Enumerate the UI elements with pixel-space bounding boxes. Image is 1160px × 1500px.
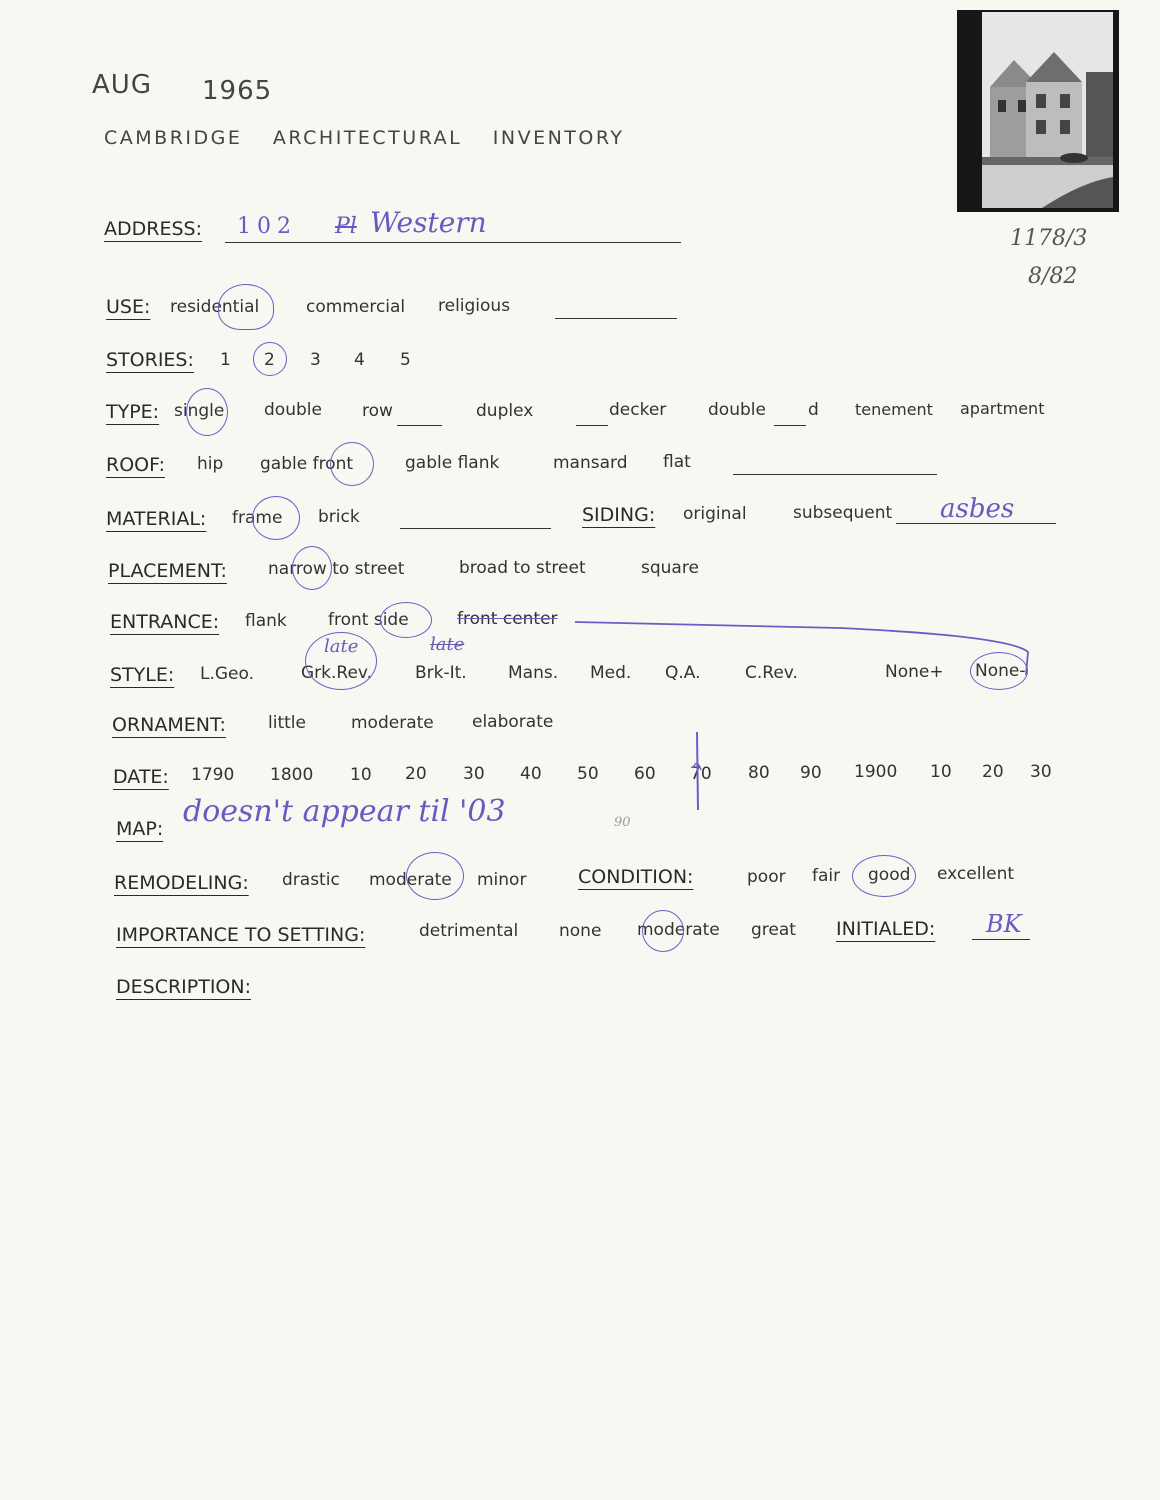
- condition-option-excellent: excellent: [937, 864, 1015, 884]
- style-option-mans: Mans.: [508, 663, 559, 683]
- importance-option-none: none: [559, 921, 602, 941]
- map-note: doesn't appear til '03: [183, 794, 506, 829]
- roof-other-line: [733, 474, 937, 475]
- placement-option-square: square: [641, 558, 699, 578]
- initialed-line: [972, 939, 1030, 940]
- remodeling-option-minor: minor: [477, 870, 527, 890]
- type-option-row: row: [362, 401, 393, 421]
- use-other-line: [555, 318, 677, 319]
- placement-selected-mark: [292, 546, 332, 590]
- date-option-90: 90: [800, 763, 822, 783]
- condition-label: CONDITION:: [578, 866, 694, 888]
- house-photo-icon: [982, 12, 1113, 208]
- type-option-tenement: tenement: [855, 400, 933, 419]
- placement-option-broad: broad to street: [459, 558, 586, 578]
- type-option-d: d: [808, 400, 819, 420]
- type-selected-mark: [186, 388, 228, 436]
- stories-option-5: 5: [400, 350, 411, 370]
- style-option-none-plus: None+: [885, 662, 944, 682]
- type-option-double-d: double: [708, 400, 766, 420]
- material-option-brick: brick: [318, 507, 360, 527]
- date-label: DATE:: [113, 766, 169, 788]
- stories-option-2: 2: [264, 350, 275, 370]
- roof-option-flat: flat: [663, 452, 691, 472]
- entrance-option-front-side: front side: [328, 610, 409, 630]
- remodeling-option-moderate: moderate: [369, 870, 452, 890]
- material-label: MATERIAL:: [106, 508, 207, 530]
- date-option-70: 70: [690, 764, 712, 784]
- ornament-option-elaborate: elaborate: [472, 712, 554, 732]
- roof-label: ROOF:: [106, 454, 165, 476]
- ornament-option-moderate: moderate: [351, 713, 434, 733]
- address-street: Western: [370, 206, 487, 239]
- date-marker: [683, 728, 713, 818]
- style-option-none-minus: None-: [975, 661, 1026, 681]
- stories-option-3: 3: [310, 350, 321, 370]
- address-label: ADDRESS:: [104, 218, 202, 240]
- siding-label: SIDING:: [582, 504, 656, 526]
- roof-option-mansard: mansard: [553, 453, 628, 473]
- date-option-50: 50: [577, 764, 599, 784]
- style-brkit-note: late: [430, 634, 465, 655]
- entrance-label: ENTRANCE:: [110, 611, 220, 633]
- importance-option-great: great: [751, 920, 796, 940]
- roof-selected-mark: [330, 442, 374, 486]
- importance-option-moderate: moderate: [637, 920, 720, 940]
- use-option-residential: residential: [170, 297, 260, 317]
- importance-selected-mark: [642, 910, 684, 952]
- date-option-60: 60: [634, 764, 656, 784]
- remodeling-label: REMODELING:: [114, 872, 249, 894]
- condition-option-good: good: [868, 865, 911, 885]
- initialed-value: BK: [986, 910, 1022, 938]
- date-option-1900: 1900: [854, 762, 898, 782]
- margin-date-note: 8/82: [1028, 264, 1078, 289]
- date-option-30: 30: [463, 764, 485, 784]
- use-selected-mark: [218, 284, 274, 330]
- roof-option-gable-flank: gable flank: [405, 453, 500, 473]
- type-option-duplex: duplex: [476, 401, 534, 421]
- stories-option-4: 4: [354, 350, 365, 370]
- style-label: STYLE:: [110, 664, 175, 686]
- address-struck: Pl: [335, 214, 357, 239]
- form-month: AUG: [92, 70, 152, 100]
- siding-option-original: original: [683, 504, 747, 524]
- use-option-commercial: commercial: [306, 297, 406, 317]
- ornament-option-little: little: [268, 713, 306, 733]
- siding-option-subsequent: subsequent: [793, 503, 893, 523]
- margin-ref-note: 1178/3: [1010, 226, 1088, 251]
- use-option-religious: religious: [438, 296, 511, 316]
- style-selected-mark: [970, 652, 1028, 690]
- material-other-line: [400, 528, 551, 529]
- map-small-note: 90: [614, 815, 631, 830]
- remodeling-selected-mark: [406, 852, 464, 900]
- type-label: TYPE:: [106, 401, 160, 423]
- condition-option-fair: fair: [812, 866, 841, 886]
- condition-option-poor: poor: [747, 867, 786, 887]
- style-option-grkrev: Grk.Rev.: [301, 663, 373, 683]
- roof-option-gable-front: gable front: [260, 454, 354, 474]
- entrance-option-front-center: front center: [457, 609, 558, 629]
- entrance-option-flank: flank: [245, 611, 287, 631]
- use-label: USE:: [106, 296, 151, 318]
- address-number: 102: [237, 214, 297, 239]
- importance-option-detrimental: detrimental: [419, 921, 519, 941]
- style-option-lgeo: L.Geo.: [200, 664, 255, 684]
- type-option-decker: decker: [609, 400, 667, 420]
- date-option-20: 20: [405, 764, 427, 784]
- date-option-1790: 1790: [191, 765, 235, 785]
- remodeling-option-drastic: drastic: [282, 870, 340, 890]
- material-option-frame: frame: [232, 508, 283, 528]
- date-option-1800: 1800: [270, 765, 314, 785]
- address-line: [225, 242, 681, 243]
- roof-option-hip: hip: [197, 454, 224, 474]
- ornament-label: ORNAMENT:: [112, 714, 226, 736]
- style-grkrev-note: late: [324, 636, 359, 657]
- description-label: DESCRIPTION:: [116, 976, 252, 998]
- date-option-1920: 20: [982, 762, 1004, 782]
- stories-label: STORIES:: [106, 349, 194, 371]
- style-option-crev: C.Rev.: [745, 663, 798, 683]
- type-double-d-line: [774, 425, 806, 426]
- style-option-qa: Q.A.: [665, 663, 701, 683]
- placement-label: PLACEMENT:: [108, 560, 227, 582]
- style-option-brkit: Brk-It.: [415, 663, 467, 683]
- type-decker-line: [576, 425, 608, 426]
- siding-note: asbes: [940, 494, 1015, 524]
- form-year: 1965: [202, 76, 273, 106]
- form-title: CAMBRIDGE ARCHITECTURAL INVENTORY: [104, 127, 625, 149]
- stories-selected-mark: [253, 342, 287, 376]
- type-option-single: single: [174, 401, 225, 421]
- style-option-med: Med.: [590, 663, 632, 683]
- date-option-80: 80: [748, 763, 770, 783]
- map-label: MAP:: [116, 818, 164, 840]
- date-option-10: 10: [350, 765, 372, 785]
- initialed-label: INITIALED:: [836, 918, 936, 940]
- date-option-40: 40: [520, 764, 542, 784]
- stories-option-1: 1: [220, 350, 231, 370]
- condition-selected-mark: [852, 855, 916, 897]
- importance-label: IMPORTANCE TO SETTING:: [116, 924, 366, 946]
- placement-option-narrow: narrow to street: [268, 559, 405, 579]
- date-option-1930: 30: [1030, 762, 1052, 782]
- type-option-apartment: apartment: [960, 399, 1045, 418]
- date-option-1910: 10: [930, 762, 952, 782]
- type-row-line: [397, 425, 442, 426]
- material-selected-mark: [252, 496, 300, 540]
- type-option-double: double: [264, 400, 322, 420]
